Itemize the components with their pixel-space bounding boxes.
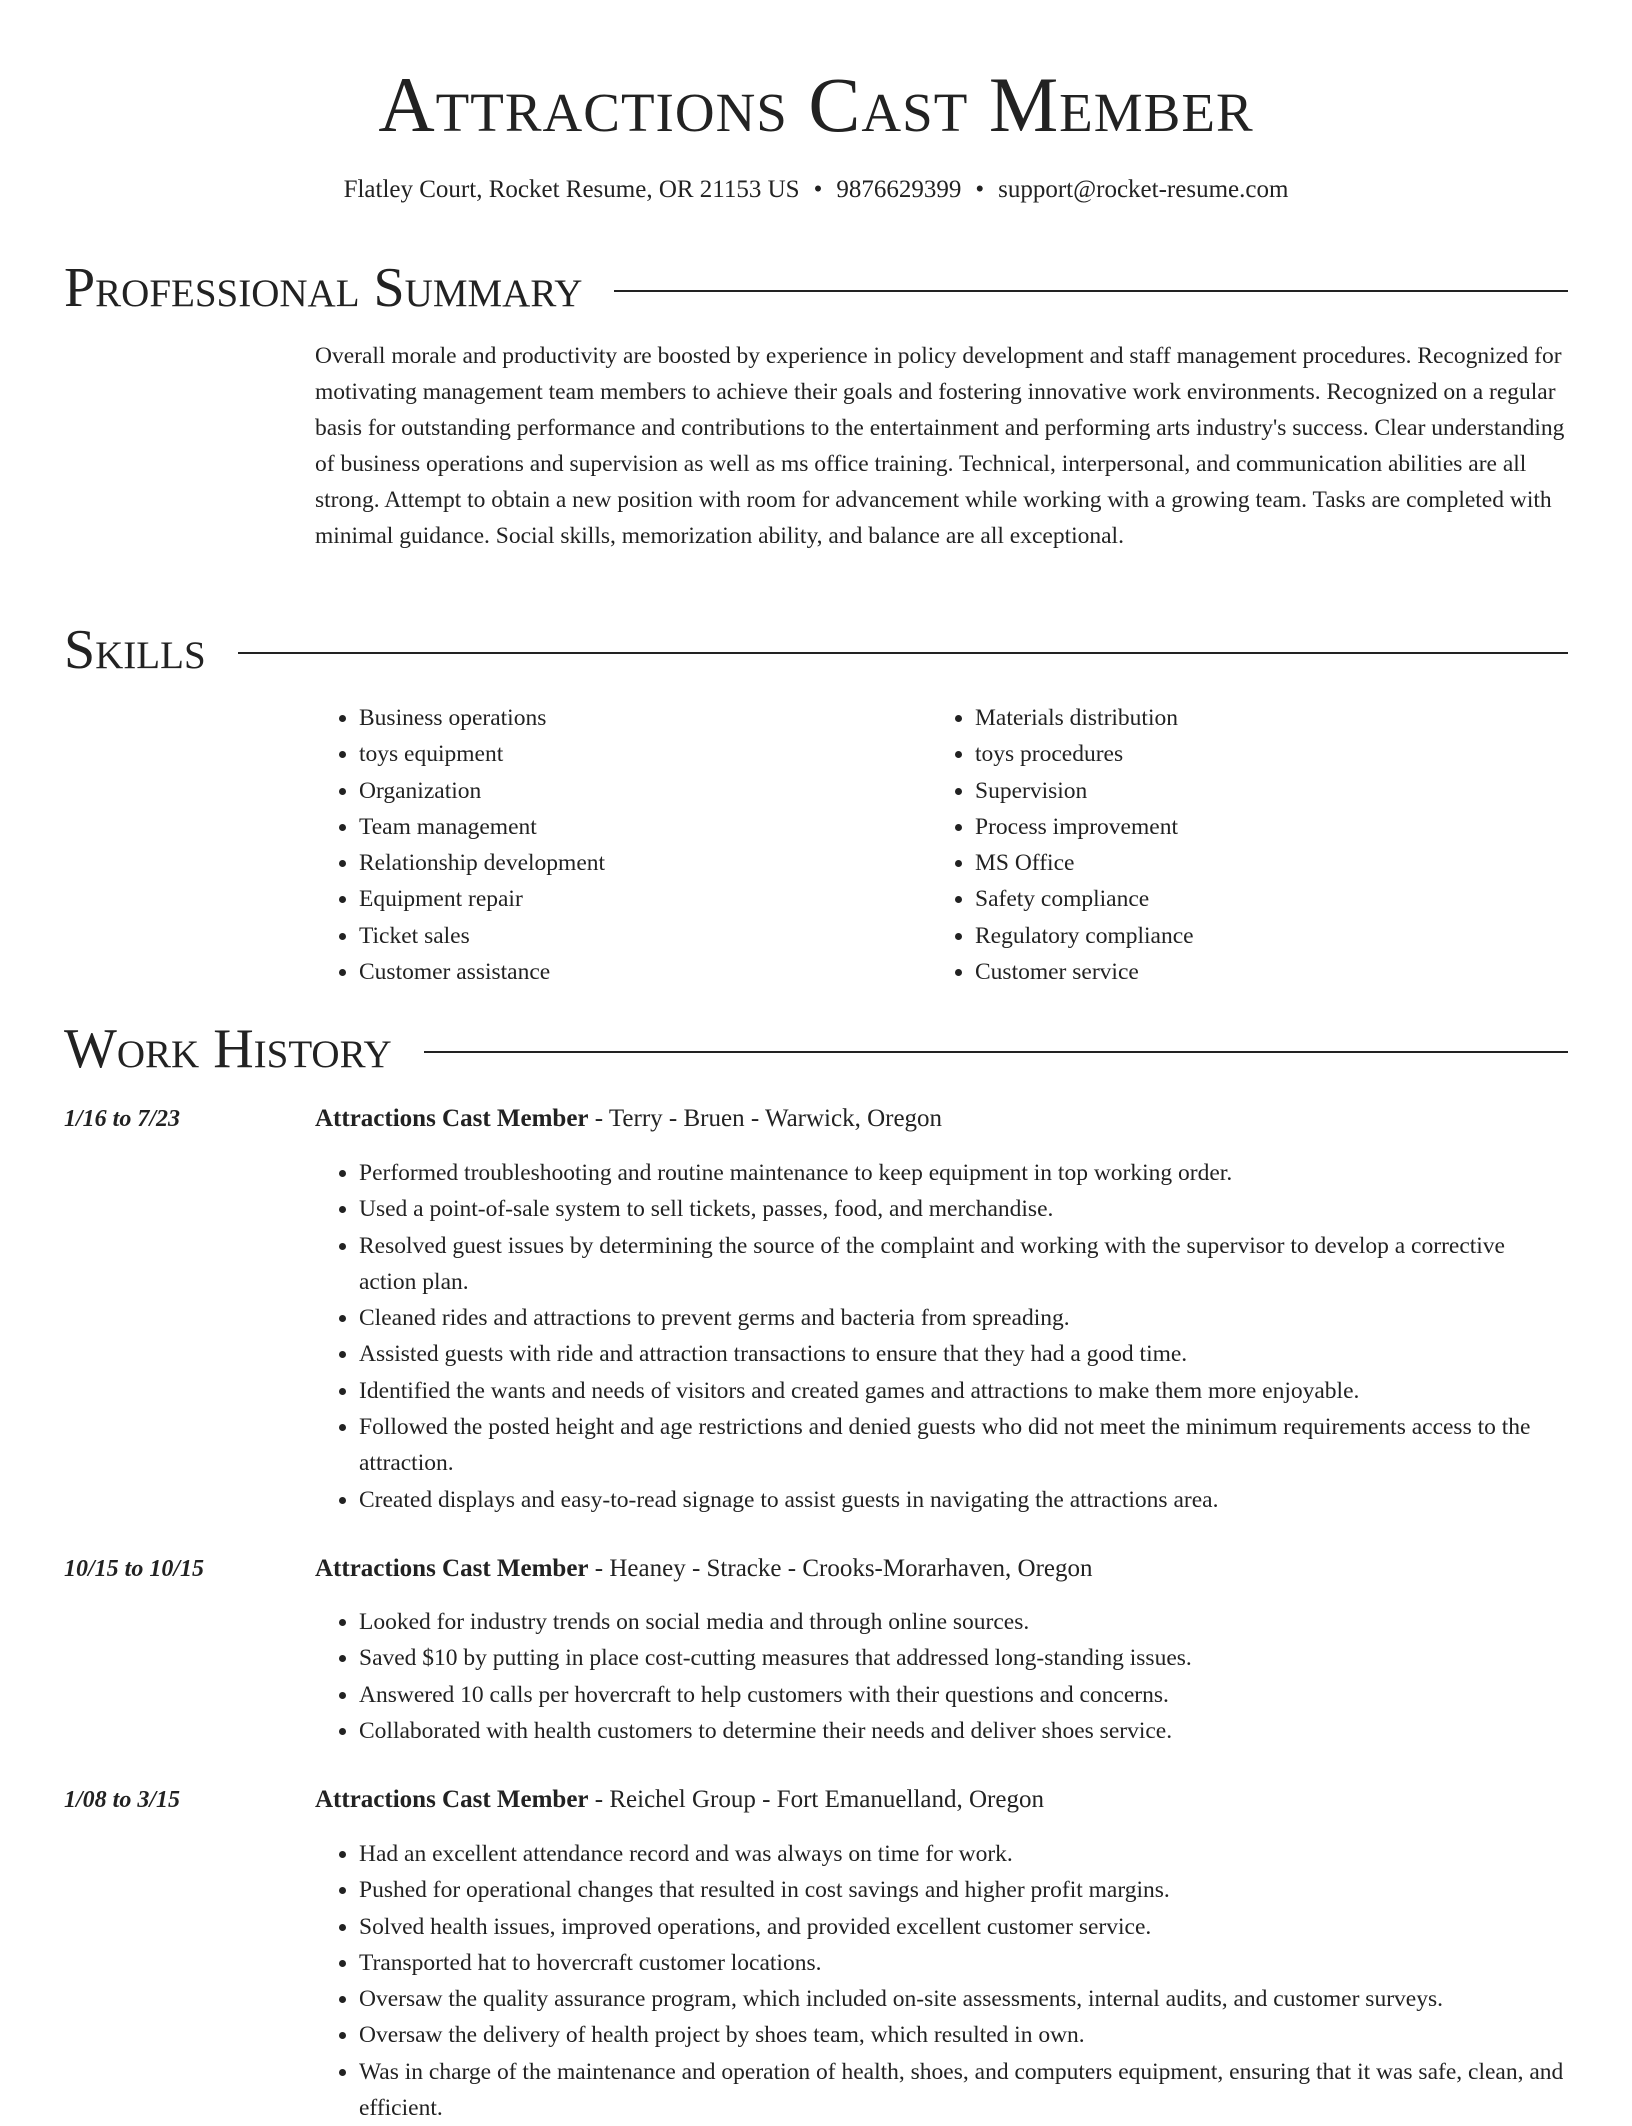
contact-line: [64, 172, 1568, 208]
job-title: Attractions Cast Member: [315, 1105, 589, 1132]
skill-item: • toys equipment: [359, 736, 919, 772]
summary-section-header: [64, 256, 1568, 320]
summary-text: Overall morale and productivity are boosted by experience in policy development and staff management procedures. Recognized for motivating management team members to achieve their goals and fostering innovative work environments. Recognized on a regular basis for outstanding performance and contributions to the entertainment and performing arts industry's success. Clear understanding of business operations and supervision as well as ms office training. Technical, interpersonal, and communication abilities are all strong. Attempt to obtain a new position with room for advancement while working with a growing team. Tasks are completed with minimal guidance. Social skills, memorization ability, and balance are all exceptional.: [315, 343, 1565, 549]
job-bullet: • Cleaned rides and attractions to prevent germs and bacteria from spreading.: [359, 1300, 1568, 1336]
job-dates: 1/16 to 7/23: [64, 1106, 181, 1132]
skill-item: • Equipment repair: [359, 881, 919, 917]
job-bullet: • Oversaw the delivery of health project by shoes team, which resulted in own.: [359, 2017, 1568, 2053]
skills-section-header: [64, 618, 1568, 682]
contact-separator: •: [975, 176, 985, 203]
job-bullet: • Had an excellent attendance record and was always on time for work.: [359, 1836, 1568, 1872]
skill-item: • Business operations: [359, 700, 919, 736]
job-bullets: [315, 1155, 1568, 1518]
job-bullet: • Assisted guests with ride and attraction transactions to ensure that they had a good time.: [359, 1336, 1568, 1372]
skills-list-left: [315, 700, 919, 990]
skills-list-right: [931, 700, 1575, 990]
section-divider: [238, 652, 1568, 654]
skill-item: • Team management: [359, 809, 919, 845]
job-bullet: • Solved health issues, improved operations, and provided excellent customer service.: [359, 1909, 1568, 1945]
job-bullet: • Was in charge of the maintenance and operation of health, shoes, and computers equipment, ensuring that it was safe, clean, and efficient.: [359, 2054, 1568, 2126]
job-bullet: • Identified the wants and needs of visitors and created games and attractions to make them more enjoyable.: [359, 1373, 1568, 1409]
phone: 9876629399: [836, 176, 962, 203]
skill-item: • Process improvement: [975, 809, 1575, 845]
job-bullets: [315, 1604, 1568, 1749]
work-section-header: [64, 1017, 1568, 1081]
section-divider: [614, 290, 1568, 292]
job-title: Attractions Cast Member: [315, 1555, 589, 1582]
job-details: - Reichel Group - Fort Emanuelland, Oregon: [588, 1786, 1044, 1813]
skill-item: • Supervision: [975, 773, 1575, 809]
skill-item: • Organization: [359, 773, 919, 809]
skill-item: • Customer assistance: [359, 954, 919, 990]
work-heading: Work History: [64, 1018, 392, 1080]
job-bullet: • Used a point-of-sale system to sell tickets, passes, food, and merchandise.: [359, 1191, 1568, 1227]
job-bullet: • Performed troubleshooting and routine maintenance to keep equipment in top working order.: [359, 1155, 1568, 1191]
job-bullet: • Answered 10 calls per hovercraft to help customers with their questions and concerns.: [359, 1677, 1568, 1713]
skills-heading: Skills: [64, 619, 206, 681]
skill-item: • toys procedures: [975, 736, 1575, 772]
skill-item: • Ticket sales: [359, 918, 919, 954]
email-link[interactable]: support@rocket-resume.com: [998, 176, 1289, 203]
job-bullet: • Collaborated with health customers to determine their needs and deliver shoes service.: [359, 1713, 1568, 1749]
job-title-line: [315, 1782, 1044, 1818]
job-details: - Terry - Bruen - Warwick, Oregon: [588, 1105, 943, 1132]
skill-item: • Relationship development: [359, 845, 919, 881]
job-bullet: • Followed the posted height and age restrictions and denied guests who did not meet the minimum requirements access to the attraction.: [359, 1409, 1568, 1482]
skill-item: • Regulatory compliance: [975, 918, 1575, 954]
job-bullet: • Transported hat to hovercraft customer locations.: [359, 1945, 1568, 1981]
candidate-name: Attractions Cast Member: [378, 61, 1254, 148]
skill-item: • MS Office: [975, 845, 1575, 881]
job-title-line: [315, 1101, 942, 1137]
job-bullet: • Looked for industry trends on social media and through online sources.: [359, 1604, 1568, 1640]
skill-item: • Customer service: [975, 954, 1575, 990]
job-dates: 1/08 to 3/15: [64, 1787, 181, 1813]
job-details: - Heaney - Stracke - Crooks-Morarhaven, Oregon: [588, 1555, 1093, 1582]
section-divider: [424, 1051, 1568, 1053]
skill-item: • Safety compliance: [975, 881, 1575, 917]
job-bullet: • Created displays and easy-to-read signage to assist guests in navigating the attractions area.: [359, 1482, 1568, 1518]
skill-item: • Materials distribution: [975, 700, 1575, 736]
job-bullet: • Saved $10 by putting in place cost-cutting measures that addressed long-standing issues.: [359, 1640, 1568, 1676]
job-bullet: • Oversaw the quality assurance program, which included on-site assessments, internal audits, and customer surveys.: [359, 1981, 1568, 2017]
job-dates: 10/15 to 10/15: [64, 1556, 205, 1582]
contact-separator: •: [813, 176, 823, 203]
job-title-line: [315, 1551, 1093, 1587]
job-bullet: • Resolved guest issues by determining the source of the complaint and working with the supervisor to develop a corrective action plan.: [359, 1228, 1568, 1301]
job-title: Attractions Cast Member: [315, 1786, 589, 1813]
address: Flatley Court, Rocket Resume, OR 21153 US: [343, 176, 800, 203]
job-bullets: [315, 1836, 1568, 2126]
summary-heading: Professional Summary: [64, 257, 583, 319]
job-bullet: • Pushed for operational changes that resulted in cost savings and higher profit margins.: [359, 1872, 1568, 1908]
